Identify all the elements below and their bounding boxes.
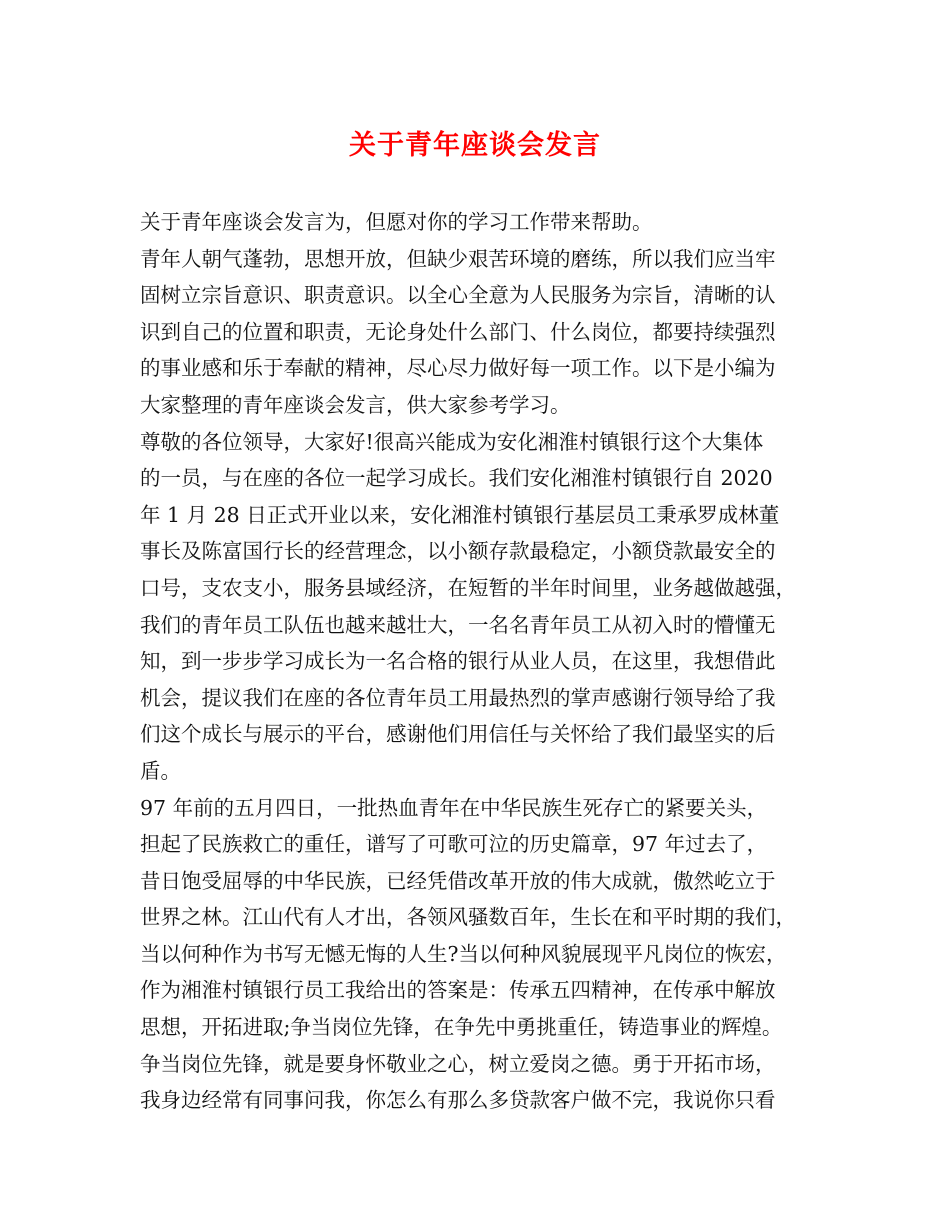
body-text-line: 知，到一步步学习成长为一名合格的银行从业人员，在这里，我想借此 — [140, 649, 776, 674]
body-text-line: 大家整理的青年座谈会发言，供大家参考学习。 — [140, 392, 571, 417]
body-text-line: 的一员，与在座的各位一起学习成长。我们安化湘淮村镇银行自 2020 — [140, 466, 773, 491]
body-text-line: 年 1 月 28 日正式开业以来，安化湘淮村镇银行基层员工秉承罗成林董 — [140, 502, 780, 527]
document-title: 关于青年座谈会发言 — [349, 130, 601, 161]
body-text-line: 担起了民族救亡的重任，谱写了可歌可泣的历史篇章，97 年过去了， — [140, 832, 768, 857]
body-text-line: 识到自己的位置和职责，无论身处什么部门、什么岗位，都要持续强烈 — [140, 319, 776, 344]
body-text-line: 盾。 — [140, 758, 181, 783]
body-text-line: 尊敬的各位领导，大家好!很高兴能成为安化湘淮村镇银行这个大集体 — [140, 429, 764, 454]
body-text-line: 思想，开拓进取;争当岗位先锋，在争先中勇挑重任，铸造事业的辉煌。 — [140, 1015, 783, 1040]
body-text-line: 机会，提议我们在座的各位青年员工用最热烈的掌声感谢行领导给了我 — [140, 685, 776, 710]
body-text-line: 作为湘淮村镇银行员工我给出的答案是：传承五四精神，在传承中解放 — [140, 978, 776, 1003]
document-body — [140, 204, 820, 1119]
body-text-line: 事长及陈富国行长的经营理念，以小额存款最稳定，小额贷款最安全的 — [140, 539, 776, 564]
body-text-line: 固树立宗旨意识、职责意识。以全心全意为人民服务为宗旨，清晰的认 — [140, 283, 776, 308]
body-text-line: 当以何种作为书写无憾无悔的人生?当以何种风貌展现平凡岗位的恢宏， — [140, 941, 787, 966]
body-text-line: 口号，支农支小，服务县域经济，在短暂的半年时间里，业务越做越强， — [140, 575, 796, 600]
body-text-line: 昔日饱受屈辱的中华民族，已经凭借改革开放的伟大成就，傲然屹立于 — [140, 868, 776, 893]
body-text-line: 们这个成长与展示的平台，感谢他们用信任与关怀给了我们最坚实的后 — [140, 722, 776, 747]
body-text-line: 青年人朝气蓬勃，思想开放，但缺少艰苦环境的磨练，所以我们应当牢 — [140, 246, 776, 271]
body-text-line: 的事业感和乐于奉献的精神，尽心尽力做好每一项工作。以下是小编为 — [140, 356, 776, 381]
body-text-line: 97 年前的五月四日，一批热血青年在中华民族生死存亡的紧要关头， — [140, 795, 768, 820]
body-text-line: 关于青年座谈会发言为，但愿对你的学习工作带来帮助。 — [140, 210, 653, 234]
body-text-line: 争当岗位先锋，就是要身怀敬业之心，树立爱岗之德。勇于开拓市场， — [140, 1051, 776, 1076]
body-text-line: 我们的青年员工队伍也越来越壮大，一名名青年员工从初入时的懵懂无 — [140, 612, 776, 637]
body-text-line: 世界之林。江山代有人才出，各领风骚数百年，生长在和平时期的我们， — [140, 905, 796, 930]
body-text-line: 我身边经常有同事问我，你怎么有那么多贷款客户做不完，我说你只看 — [140, 1088, 776, 1113]
